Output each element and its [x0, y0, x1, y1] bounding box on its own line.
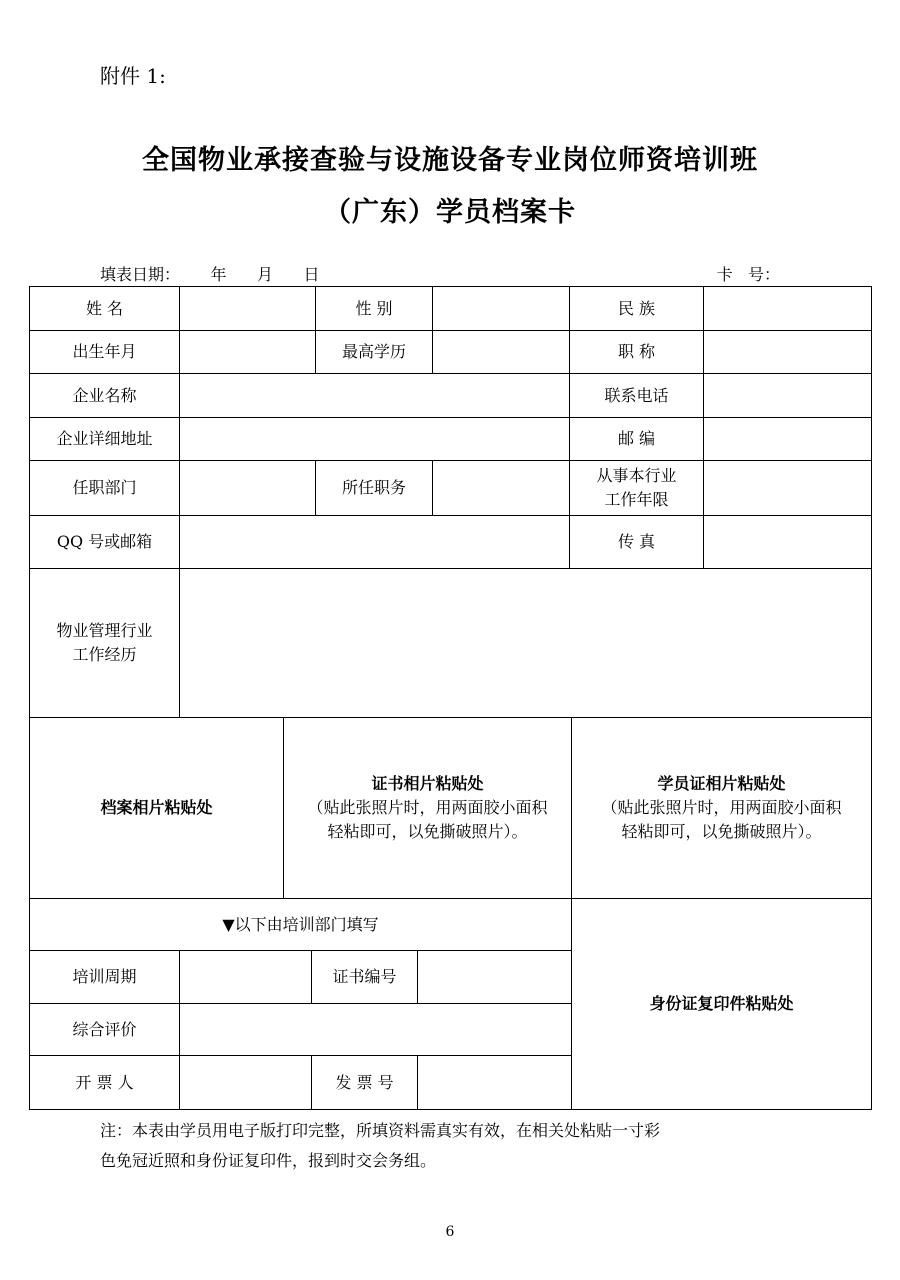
label-industry-years — [570, 461, 704, 516]
field-address[interactable] — [180, 418, 570, 461]
certificate-photo-note-line1: （贴此张照片时，用两面胶小面积 — [307, 798, 548, 817]
certificate-photo-note-line2: 轻粘即可，以免撕破照片）。 — [327, 822, 528, 841]
form-title-line2: （广东）学员档案卡 — [324, 197, 576, 228]
certificate-photo-slot[interactable] — [284, 718, 572, 899]
archive-card-table — [29, 286, 872, 1110]
label-evaluation: 综合评价 — [30, 1004, 180, 1056]
label-work-experience-line1: 物业管理行业 — [56, 621, 153, 640]
label-invoice-issuer: 开 票 人 — [30, 1056, 180, 1109]
label-training-period: 培训周期 — [30, 951, 180, 1004]
label-birth: 出生年月 — [30, 331, 180, 374]
archive-photo-slot[interactable]: 档案相片粘贴处 — [30, 718, 284, 899]
label-fax: 传 真 — [570, 516, 704, 569]
label-title: 职 称 — [570, 331, 704, 374]
field-training-period[interactable] — [180, 951, 312, 1004]
card-number-label: 卡 号： — [716, 265, 780, 284]
field-position[interactable] — [433, 461, 570, 516]
fill-date-label: 填表日期： 年 月 日 — [100, 265, 320, 284]
page-number: 6 — [445, 1224, 455, 1240]
field-evaluation[interactable] — [180, 1004, 572, 1056]
label-work-experience — [30, 569, 180, 718]
field-title[interactable] — [704, 331, 871, 374]
label-position: 所任职务 — [316, 461, 433, 516]
label-education: 最高学历 — [316, 331, 433, 374]
training-section-header: ▼以下由培训部门填写 — [30, 899, 572, 951]
student-card-photo-slot[interactable] — [572, 718, 871, 899]
field-fax[interactable] — [704, 516, 871, 569]
field-education[interactable] — [433, 331, 570, 374]
attachment-label: 附件 1: — [100, 64, 166, 88]
field-department[interactable] — [180, 461, 316, 516]
field-company[interactable] — [180, 374, 570, 418]
field-postcode[interactable] — [704, 418, 871, 461]
label-phone: 联系电话 — [570, 374, 704, 418]
student-card-photo-note-line1: （贴此张照片时，用两面胶小面积 — [601, 798, 842, 817]
field-certificate-number[interactable] — [418, 951, 572, 1004]
field-industry-years[interactable] — [704, 461, 871, 516]
field-gender[interactable] — [433, 287, 570, 331]
id-copy-slot[interactable]: 身份证复印件粘贴处 — [649, 994, 794, 1013]
label-certificate-number: 证书编号 — [312, 951, 418, 1004]
field-work-experience[interactable] — [180, 569, 871, 718]
field-invoice-issuer[interactable] — [180, 1056, 312, 1109]
label-department: 任职部门 — [30, 461, 180, 516]
label-company: 企业名称 — [30, 374, 180, 418]
field-invoice-number[interactable] — [418, 1056, 572, 1109]
field-qq-email[interactable] — [180, 516, 570, 569]
label-postcode: 邮 编 — [570, 418, 704, 461]
footnote-line1: 注：本表由学员用电子版打印完整，所填资料需真实有效，在相关处粘贴一寸彩 — [100, 1121, 661, 1140]
field-birth[interactable] — [180, 331, 316, 374]
student-card-photo-title: 学员证相片粘贴处 — [657, 774, 786, 793]
label-industry-years-line2: 工作年限 — [604, 490, 669, 509]
field-name[interactable] — [180, 287, 316, 331]
certificate-photo-title: 证书相片粘贴处 — [371, 774, 484, 793]
label-address: 企业详细地址 — [30, 418, 180, 461]
footnote-line2: 色免冠近照和身份证复印件，报到时交会务组。 — [100, 1151, 437, 1170]
field-phone[interactable] — [704, 374, 871, 418]
student-card-photo-note-line2: 轻粘即可，以免撕破照片）。 — [621, 822, 822, 841]
label-name: 姓 名 — [30, 287, 180, 331]
label-invoice-number: 发 票 号 — [312, 1056, 418, 1109]
label-work-experience-line2: 工作经历 — [72, 645, 137, 664]
label-qq-email: QQ 号或邮箱 — [30, 516, 180, 569]
form-title-line1: 全国物业承接查验与设施设备专业岗位师资培训班 — [142, 145, 758, 176]
footnote — [100, 1116, 820, 1176]
label-ethnicity: 民 族 — [570, 287, 704, 331]
field-ethnicity[interactable] — [704, 287, 871, 331]
label-industry-years-line1: 从事本行业 — [596, 466, 677, 485]
label-gender: 性 别 — [316, 287, 433, 331]
